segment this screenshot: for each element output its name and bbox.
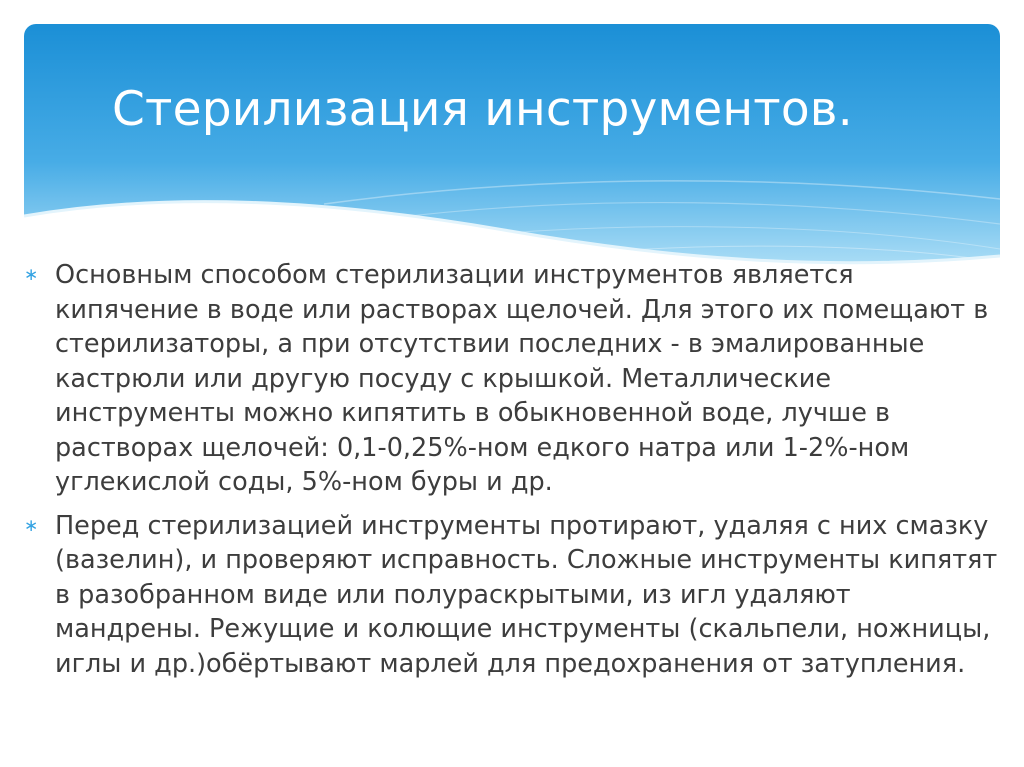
asterisk-bullet-icon: ∗ xyxy=(24,515,39,536)
bullet-text: Перед стерилизацией инструменты протирают, удаляя с них смазку (вазелин), и проверяют исправность. Сложные инструменты кипятят в разобранном виде или полураскрытыми, из игл удаляют мандрены. Режущие и колющие инструменты (скальпели, ножницы, иглы и др.)обёртывают марлей для предохранения от затупления. xyxy=(55,510,998,679)
wave-background xyxy=(24,24,1000,274)
bullet-text: Основным способом стерилизации инструментов является кипячение в воде или растворах щелочей. Для этого их помещают в стерилизаторы, а при отсутствии последних - в эмалированные кастрюли или другую посуду с крышкой. Металлические инструменты можно кипятить в обыкновенной воде, лучше в растворах щелочей: 0,1-0,25%-ном едкого натра или 1-2%-ном углекислой соды, 5%-ном буры и др. xyxy=(55,260,989,497)
title-header-banner xyxy=(24,24,1000,274)
asterisk-bullet-icon: ∗ xyxy=(24,265,39,285)
slide-title: Стерилизация инструментов. xyxy=(112,82,853,137)
bullet-item xyxy=(24,258,1004,500)
bullet-list xyxy=(24,258,1004,690)
bullet-item xyxy=(24,509,1004,682)
